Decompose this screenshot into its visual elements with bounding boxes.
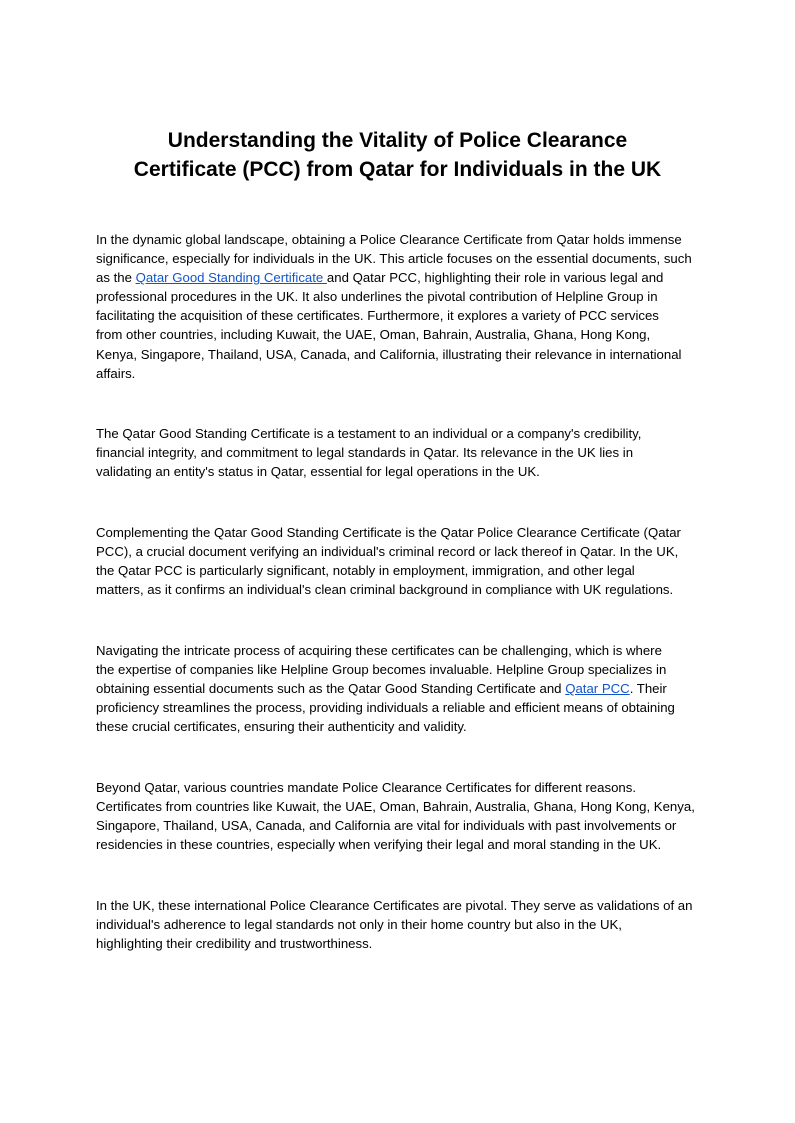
- page-title: [60, 126, 735, 184]
- text-line: from other countries, including Kuwait, the UAE, Oman, Bahrain, Australia, Ghana, Hong Kong,: [96, 327, 651, 343]
- text-line: proficiency streamlines the process, providing individuals a reliable and efficient means of obtaining: [96, 700, 675, 716]
- text-line: these crucial certificates, ensuring their authenticity and validity.: [96, 719, 467, 735]
- intro-paragraph: [96, 230, 711, 383]
- text-line: affairs.: [96, 365, 136, 381]
- text-segment: . Their: [629, 681, 667, 697]
- text-line: highlighting their credibility and trustworthiness.: [96, 936, 373, 952]
- title-line-1: Understanding the Vitality of Police Clearance: [167, 129, 628, 152]
- text-segment: and Qatar PCC, highlighting their role in various legal and: [326, 270, 664, 286]
- helpline-group-paragraph: [96, 641, 711, 736]
- text-line: facilitating the acquisition of these certificates. Furthermore, it explores a variety of PCC services: [96, 308, 659, 324]
- title-line-2: Certificate (PCC) from Qatar for Individuals in the UK: [133, 158, 662, 181]
- text-line: validating an entity's status in Qatar, essential for legal operations in the UK.: [96, 464, 540, 480]
- text-line: Complementing the Qatar Good Standing Certificate is the Qatar Police Clearance Certificate (Qatar: [96, 525, 681, 540]
- qatar-good-standing-certificate-link[interactable]: Qatar Good Standing Certificate: [135, 270, 327, 286]
- text-line: individual's adherence to legal standards not only in their home country but also in the UK,: [96, 917, 622, 933]
- text-line: In the UK, these international Police Clearance Certificates are pivotal. They serve as validations of an: [96, 898, 693, 913]
- qatar-pcc-paragraph: [96, 523, 711, 599]
- text-segment: as the: [96, 270, 136, 286]
- text-line: The Qatar Good Standing Certificate is a testament to an individual or a company's credibility,: [96, 426, 642, 441]
- text-line: PCC), a crucial document verifying an individual's criminal record or lack thereof in Qatar. In the UK,: [96, 544, 679, 560]
- text-line: In the dynamic global landscape, obtaining a Police Clearance Certificate from Qatar holds immense: [96, 232, 682, 247]
- text-line: professional procedures in the UK. It also underlines the pivotal contribution of Helpline Group in: [96, 289, 658, 305]
- text-line: matters, as it confirms an individual's clean criminal background in compliance with UK regulations.: [96, 582, 674, 598]
- text-line: financial integrity, and commitment to legal standards in Qatar. Its relevance in the UK lies in: [96, 445, 634, 461]
- text-line: the expertise of companies like Helpline Group becomes invaluable. Helpline Group specializes in: [96, 662, 667, 678]
- text-line: [96, 679, 711, 698]
- qatar-pcc-link[interactable]: Qatar PCC: [565, 681, 630, 697]
- good-standing-paragraph: [96, 424, 711, 481]
- text-line: significance, especially for individuals in the UK. This article focuses on the essential documents, such: [96, 251, 692, 267]
- text-line: Singapore, Thailand, USA, Canada, and California are vital for individuals with past involvements or: [96, 818, 677, 834]
- uk-relevance-paragraph: [96, 896, 711, 953]
- text-line: the Qatar PCC is particularly significant, notably in employment, immigration, and other legal: [96, 563, 635, 579]
- text-line: residencies in these countries, especially when verifying their legal and moral standing in the UK.: [96, 837, 662, 853]
- text-line: [96, 268, 711, 287]
- text-line: Beyond Qatar, various countries mandate Police Clearance Certificates for different reasons.: [96, 780, 636, 795]
- text-line: Certificates from countries like Kuwait, the UAE, Oman, Bahrain, Australia, Ghana, Hong Kong, Kenya,: [96, 799, 695, 815]
- other-countries-paragraph: [96, 778, 711, 854]
- text-line: Navigating the intricate process of acquiring these certificates can be challenging, which is where: [96, 643, 662, 658]
- text-line: Kenya, Singapore, Thailand, USA, Canada, and California, illustrating their relevance in international: [96, 346, 682, 362]
- text-segment: obtaining essential documents such as the Qatar Good Standing Certificate and: [96, 681, 566, 697]
